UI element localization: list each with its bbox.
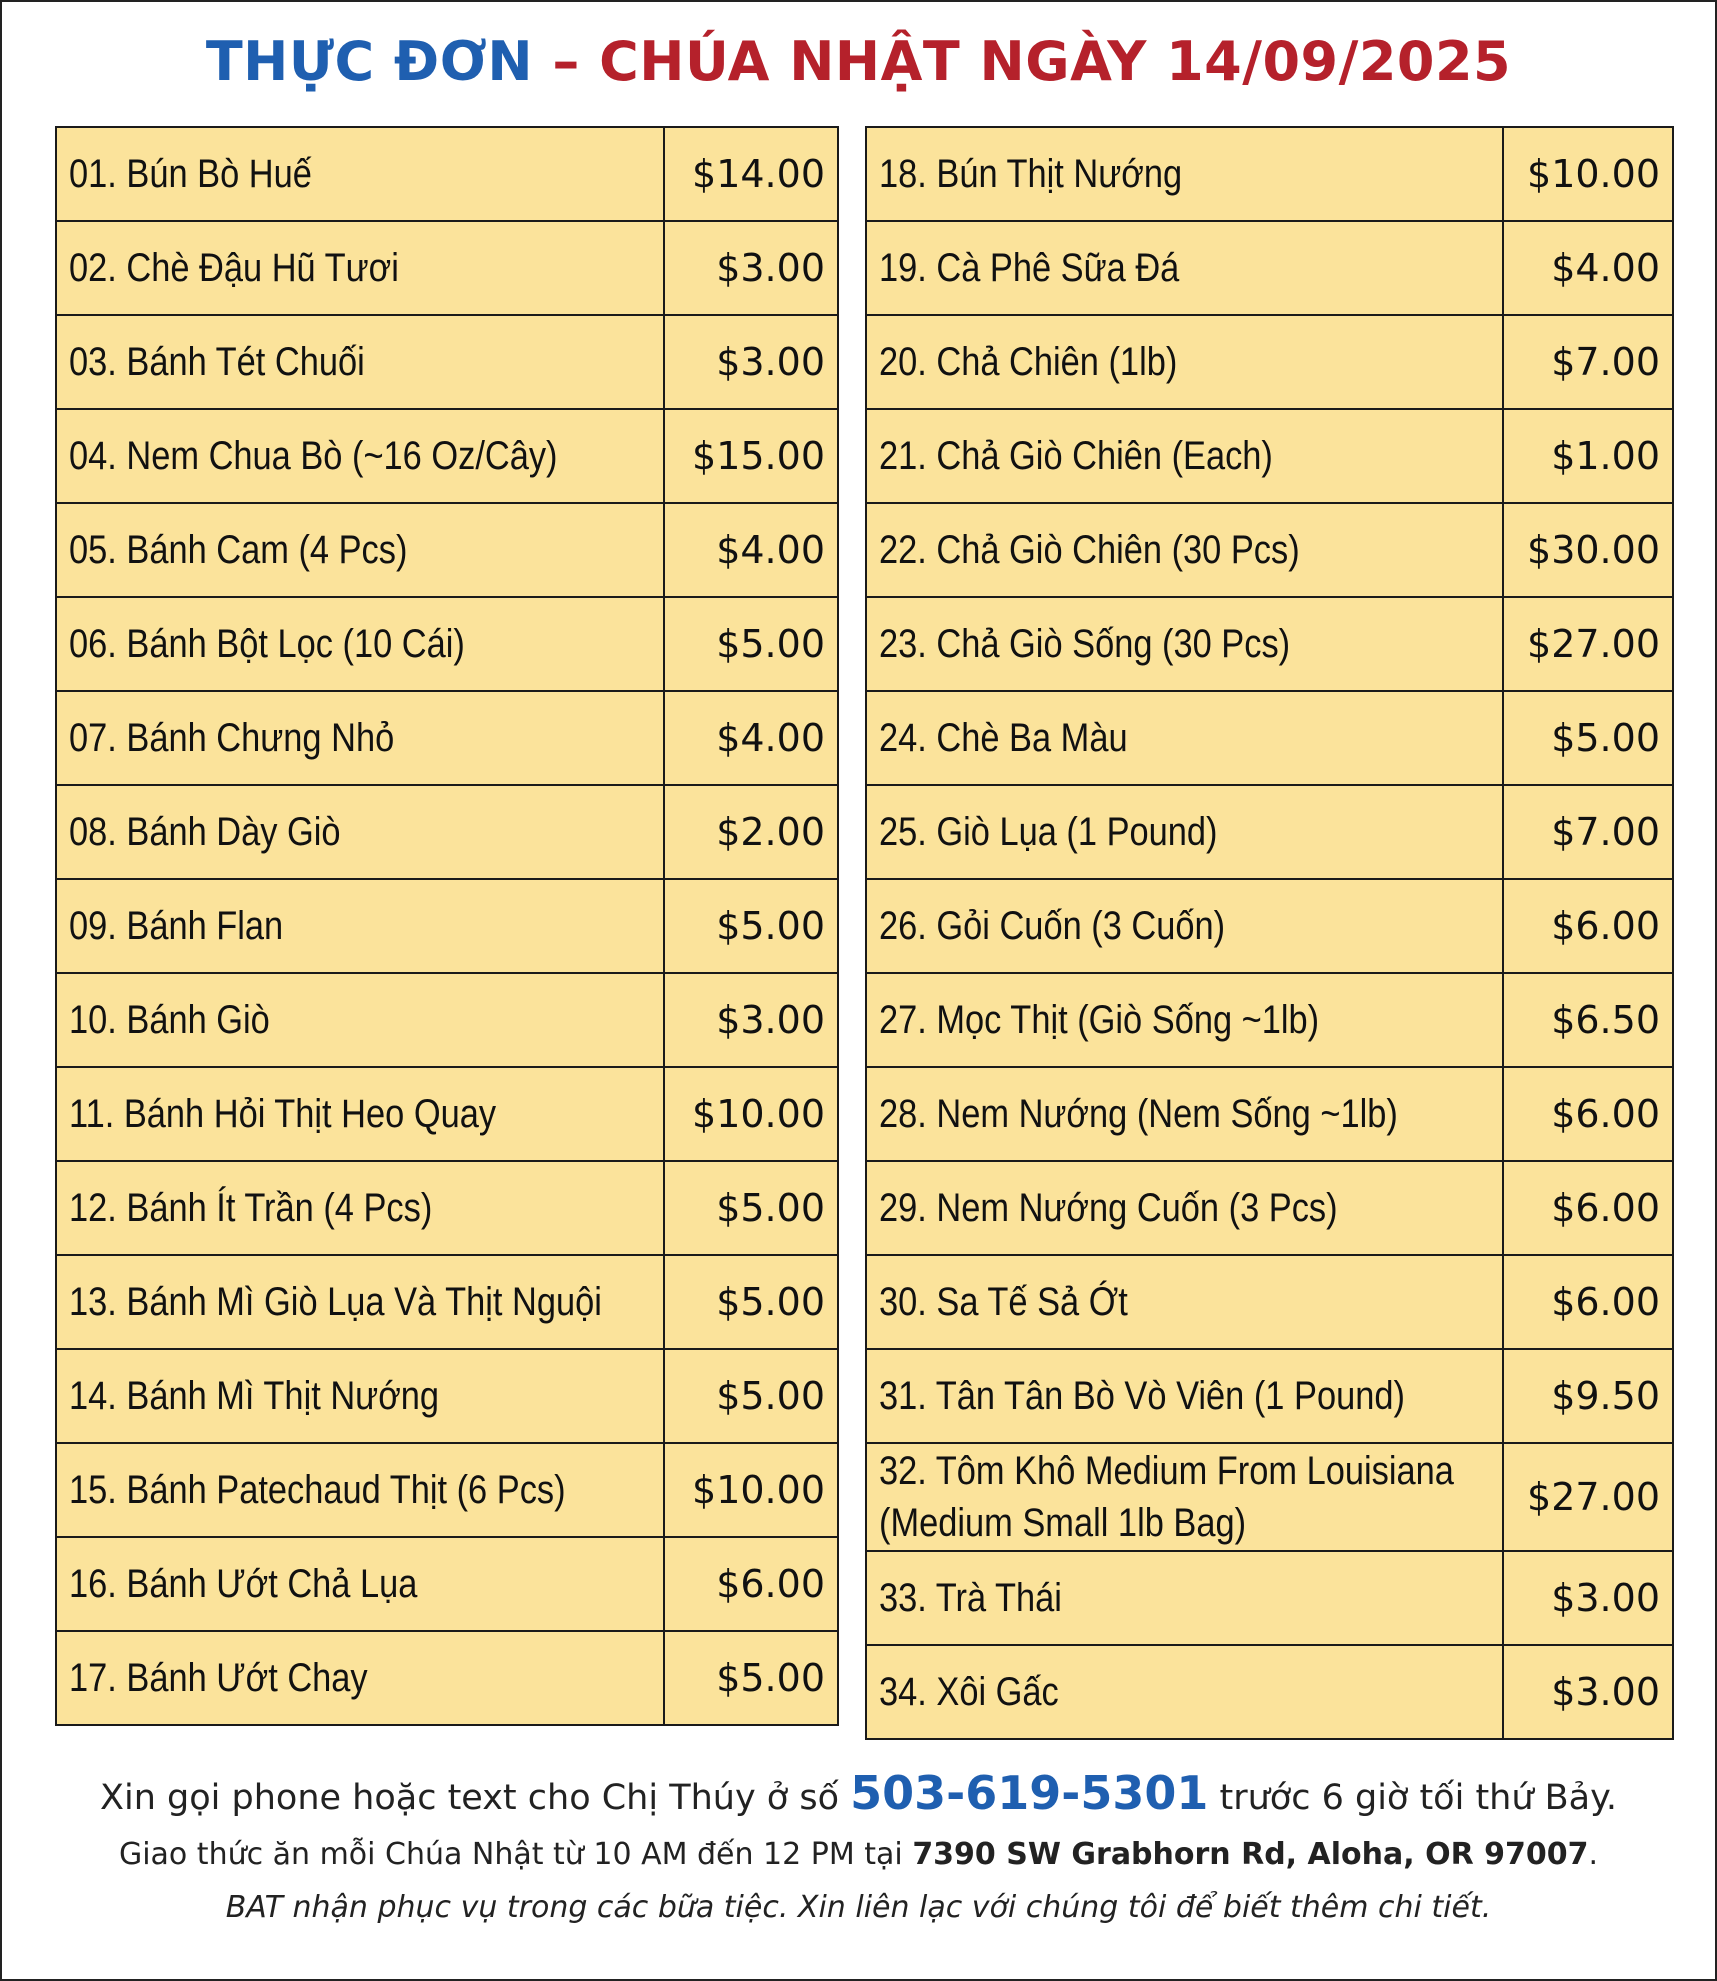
menu-item-price: $5.00 [664,597,838,691]
menu-item-name-text: 23. Chả Giò Sống (30 Pcs) [879,622,1291,666]
menu-item-price: $4.00 [664,503,838,597]
menu-row [56,691,838,785]
menu-item-name [866,221,1503,315]
menu-item-name [56,1067,664,1161]
menu-item-price: $10.00 [664,1443,838,1537]
menu-item-name [56,1349,664,1443]
menu-item-name [56,785,664,879]
menu-item-price: $6.00 [664,1537,838,1631]
menu-item-name [866,503,1503,597]
delivery-address: 7390 SW Grabhorn Rd, Aloha, OR 97007 [912,1837,1589,1872]
menu-item-price: $1.00 [1503,409,1673,503]
menu-item-name [56,315,664,409]
menu-table-right [865,126,1674,1740]
menu-row [866,127,1673,221]
menu-item-price: $3.00 [664,221,838,315]
title-dash: – [533,30,600,93]
menu-item-name-text: 34. Xôi Gấc [879,1670,1059,1714]
menu-item-name [56,1161,664,1255]
menu-item-name [56,973,664,1067]
menu-item-name-text: 05. Bánh Cam (4 Pcs) [69,528,408,572]
menu-item-name [866,1645,1503,1739]
title-menu-label: THỰC ĐƠN [205,30,534,93]
menu-row [866,1067,1673,1161]
menu-item-name-text: 16. Bánh Ướt Chả Lụa [69,1562,418,1606]
menu-item-name-text: 01. Bún Bò Huế [69,152,312,196]
menu-row [866,785,1673,879]
menu-row [866,691,1673,785]
menu-item-name-text: 19. Cà Phê Sữa Đá [879,246,1180,290]
menu-row [56,1537,838,1631]
menu-item-price: $27.00 [1503,1443,1673,1551]
menu-item-name-text: 14. Bánh Mì Thịt Nướng [69,1374,440,1418]
menu-row [56,597,838,691]
menu-item-name [866,1161,1503,1255]
phone-number: 503-619-5301 [850,1766,1209,1820]
menu-item-price: $2.00 [664,785,838,879]
title-date: CHÚA NHẬT NGÀY 14/09/2025 [599,30,1512,93]
footer-delivery-line [2,1837,1715,1872]
menu-row [56,127,838,221]
menu-item-name-text: 17. Bánh Ướt Chay [69,1656,368,1700]
menu-item-price: $9.50 [1503,1349,1673,1443]
menu-row [56,1631,838,1725]
menu-row [56,409,838,503]
menu-item-price: $4.00 [664,691,838,785]
menu-item-price: $3.00 [1503,1551,1673,1645]
menu-item-price: $7.00 [1503,315,1673,409]
menu-item-price: $5.00 [664,879,838,973]
footer-contact-deadline: trước 6 giờ tối thứ Bảy. [1208,1778,1617,1818]
menu-row [866,1443,1673,1551]
menu-item-name [56,221,664,315]
menu-item-name [56,879,664,973]
menu-item-price: $10.00 [1503,127,1673,221]
menu-item-name-text: 09. Bánh Flan [69,904,284,948]
footer-contact-text: Xin gọi phone hoặc text cho Chị Thúy ở số [100,1778,851,1818]
menu-item-name-text: 25. Giò Lụa (1 Pound) [879,810,1218,854]
menu-item-name-text: 03. Bánh Tét Chuối [69,340,365,384]
menu-item-name-text: 06. Bánh Bột Lọc (10 Cái) [69,622,465,666]
menu-item-price: $5.00 [664,1349,838,1443]
menu-item-name [866,1349,1503,1443]
menu-item-name-text: 30. Sa Tế Sả Ớt [879,1280,1128,1324]
menu-item-name [866,691,1503,785]
menu-item-price: $4.00 [1503,221,1673,315]
menu-item-price: $5.00 [664,1631,838,1725]
menu-item-name [56,1443,664,1537]
menu-item-name-text: 32. Tôm Khô Medium From Louisiana (Medium Small 1lb Bag) [879,1449,1454,1545]
menu-row [56,1067,838,1161]
menu-row [56,1443,838,1537]
menu-row [56,315,838,409]
menu-item-name-text: 02. Chè Đậu Hũ Tươi [69,246,399,290]
menu-table-left [55,126,839,1726]
menu-item-price: $15.00 [664,409,838,503]
menu-item-price: $3.00 [664,973,838,1067]
menu-item-name-text: 28. Nem Nướng (Nem Sống ~1lb) [879,1092,1398,1136]
footer-delivery-end: . [1588,1837,1599,1872]
menu-item-name [56,1631,664,1725]
menu-item-name-text: 07. Bánh Chưng Nhỏ [69,716,395,760]
menu-item-price: $3.00 [664,315,838,409]
footer-contact-line [2,1766,1715,1820]
menu-row [56,785,838,879]
menu-item-name [866,879,1503,973]
menu-row [866,409,1673,503]
menu-item-price: $6.00 [1503,1067,1673,1161]
menu-row [866,1551,1673,1645]
menu-row [56,221,838,315]
menu-item-name [56,597,664,691]
menu-item-name [866,409,1503,503]
menu-item-name [56,127,664,221]
menu-item-name-text: 15. Bánh Patechaud Thịt (6 Pcs) [69,1468,566,1512]
menu-row [866,1349,1673,1443]
menu-item-name-text: 22. Chả Giò Chiên (30 Pcs) [879,528,1300,572]
page-title [2,30,1715,93]
menu-row [56,503,838,597]
footer-delivery-text: Giao thức ăn mỗi Chúa Nhật từ 10 AM đến 12 PM tại [118,1837,913,1872]
menu-item-price: $5.00 [1503,691,1673,785]
menu-item-price: $14.00 [664,127,838,221]
menu-item-price: $10.00 [664,1067,838,1161]
menu-item-name [866,1255,1503,1349]
menu-row [866,1161,1673,1255]
menu-row [56,1349,838,1443]
menu-item-name-text: 21. Chả Giò Chiên (Each) [879,434,1273,478]
menu-item-name [866,315,1503,409]
menu-row [866,503,1673,597]
menu-row [866,879,1673,973]
footer-catering-line: BAT nhận phục vụ trong các bữa tiệc. Xin liên lạc với chúng tôi để biết thêm chi tiết. [225,1890,1492,1925]
menu-item-name [866,1443,1503,1551]
menu-item-price: $30.00 [1503,503,1673,597]
menu-item-name-text: 20. Chả Chiên (1lb) [879,340,1178,384]
menu-item-price: $6.00 [1503,1161,1673,1255]
menu-item-price: $3.00 [1503,1645,1673,1739]
menu-item-price: $7.00 [1503,785,1673,879]
menu-item-name [56,691,664,785]
menu-item-name-text: 10. Bánh Giò [69,998,270,1042]
menu-item-name-text: 26. Gỏi Cuốn (3 Cuốn) [879,904,1226,948]
menu-item-name-text: 29. Nem Nướng Cuốn (3 Pcs) [879,1186,1338,1230]
menu-item-name [866,785,1503,879]
menu-item-name [56,1255,664,1349]
menu-row [56,879,838,973]
menu-item-name-text: 13. Bánh Mì Giò Lụa Và Thịt Nguội [69,1280,602,1324]
menu-row [56,973,838,1067]
menu-item-name-text: 18. Bún Thịt Nướng [879,152,1183,196]
menu-row [56,1255,838,1349]
menu-item-price: $6.00 [1503,879,1673,973]
menu-item-name [56,409,664,503]
menu-item-name-text: 08. Bánh Dày Giò [69,810,341,854]
menu-item-price: $6.00 [1503,1255,1673,1349]
menu-row [866,1645,1673,1739]
menu-item-name [866,127,1503,221]
menu-item-name [56,1537,664,1631]
menu-item-price: $27.00 [1503,597,1673,691]
menu-row [866,221,1673,315]
menu-item-name [866,973,1503,1067]
menu-item-name [866,1551,1503,1645]
menu-row [866,973,1673,1067]
menu-item-name [866,1067,1503,1161]
menu-item-name-text: 04. Nem Chua Bò (~16 Oz/Cây) [69,434,558,478]
menu-item-name [866,597,1503,691]
menu-row [866,1255,1673,1349]
menu-item-name-text: 11. Bánh Hỏi Thịt Heo Quay [69,1092,497,1136]
menu-item-name-text: 12. Bánh Ít Trần (4 Pcs) [69,1186,433,1230]
menu-row [866,315,1673,409]
menu-item-name-text: 33. Trà Thái [879,1576,1062,1620]
menu-item-name-text: 24. Chè Ba Màu [879,716,1128,760]
menu-row [56,1161,838,1255]
menu-item-name-text: 27. Mọc Thịt (Giò Sống ~1lb) [879,998,1320,1042]
menu-item-price: $5.00 [664,1255,838,1349]
menu-row [866,597,1673,691]
menu-item-price: $5.00 [664,1161,838,1255]
menu-item-name-text: 31. Tân Tân Bò Vò Viên (1 Pound) [879,1374,1405,1418]
menu-item-name [56,503,664,597]
menu-item-price: $6.50 [1503,973,1673,1067]
